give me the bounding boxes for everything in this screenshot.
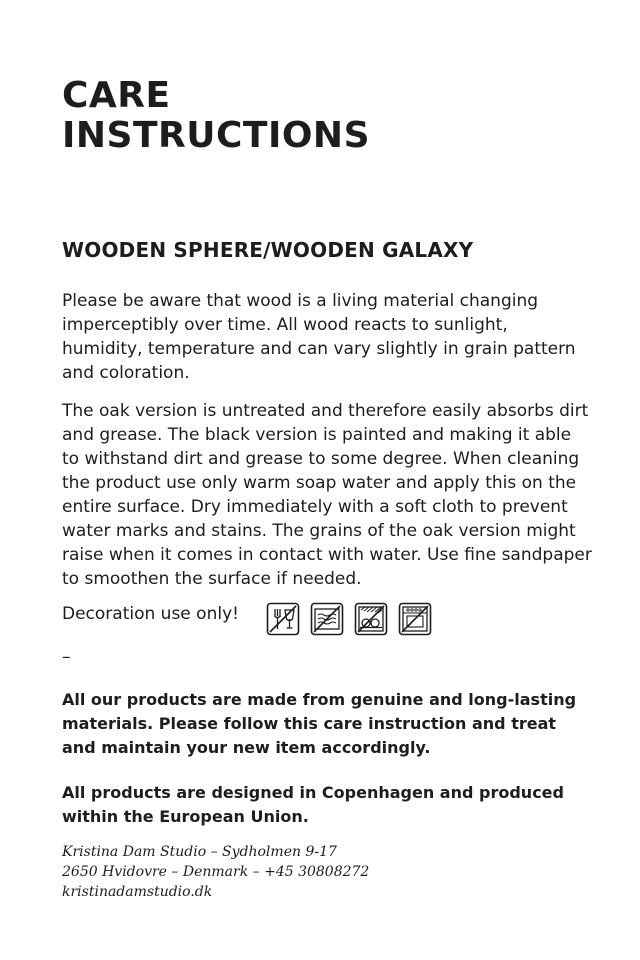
cleaning-instructions-paragraph: The oak version is untreated and therefore easily absorbs dirt and grease. The black version is painted and making it able to withstand dirt and grease to some degree. When cleaning the product use only warm soap water and apply this on the entire surface. Dry immediately with a soft cloth to prevent water marks and stains. The grains of the oak version might raise when it comes in contact with water. Use fine sandpaper to smoothen the surface if needed. <box>62 401 592 589</box>
origin-statement: All products are designed in Copenhagen and produced within the European Union. <box>62 783 564 826</box>
title-line-2: INSTRUCTIONS <box>62 115 370 156</box>
no-microwave-icon <box>310 602 344 636</box>
page-title <box>62 76 370 156</box>
website-link: kristinadamstudio.dk <box>62 884 213 900</box>
quality-statement: All our products are made from genuine and long-lasting materials. Please follow this care instruction and treat and maintain your new item accordingly. <box>62 690 577 757</box>
company-address <box>62 842 369 902</box>
no-food-contact-icon <box>266 602 300 636</box>
address-line-studio: Kristina Dam Studio – Sydholmen 9-17 <box>62 844 337 860</box>
separator-dash: – <box>62 647 71 667</box>
no-oven-icon <box>398 602 432 636</box>
title-line-1: CARE <box>62 75 171 116</box>
product-name: WOODEN SPHERE/WOODEN GALAXY <box>62 238 474 262</box>
decoration-note: Decoration use only! <box>62 604 239 624</box>
no-dishwasher-icon <box>354 602 388 636</box>
address-line-city: 2650 Hvidovre – Denmark – +45 30808272 <box>62 864 370 880</box>
wood-material-paragraph: Please be aware that wood is a living material changing imperceptibly over time. All wood reacts to sunlight, humidity, temperature and can vary slightly in grain pattern and coloration. <box>62 291 576 383</box>
care-icons <box>266 602 432 636</box>
